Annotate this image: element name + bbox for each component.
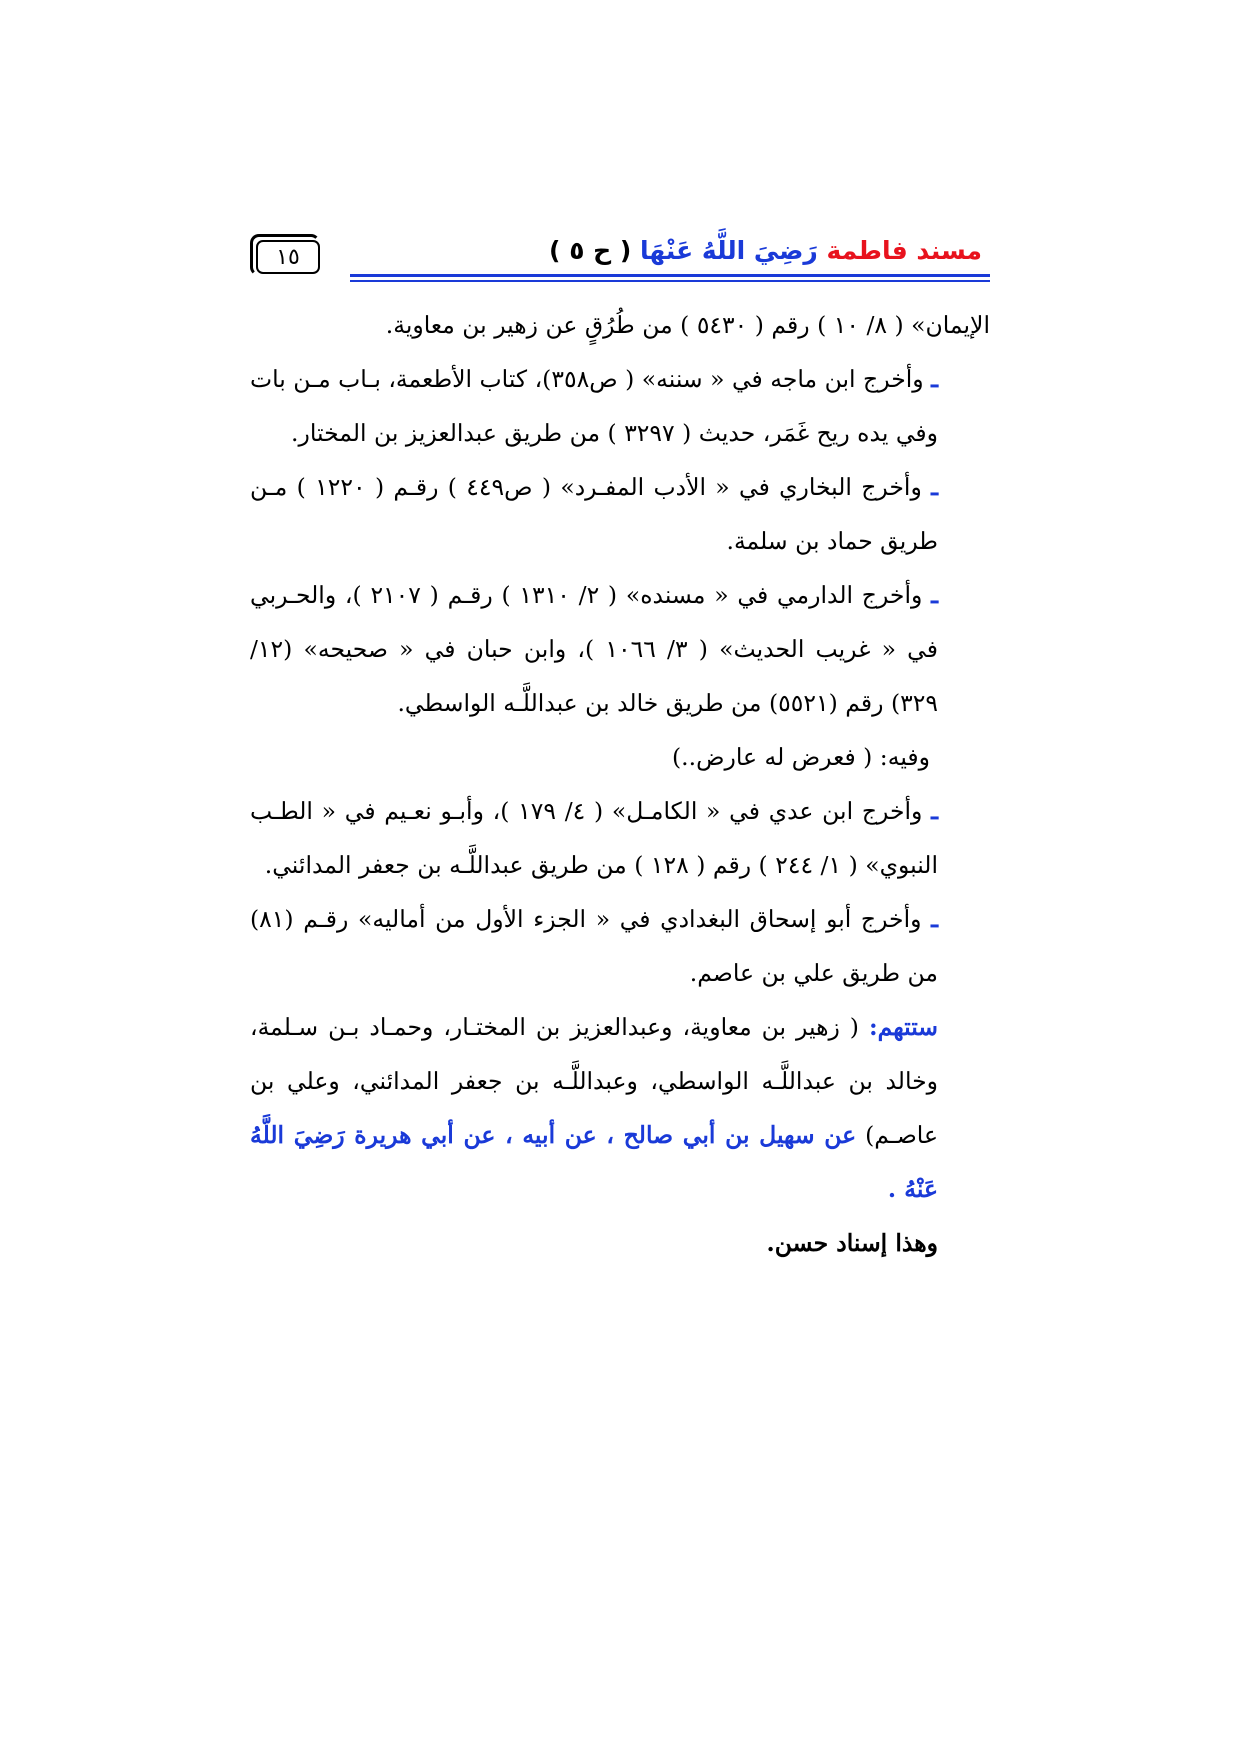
paragraph-text: وأخرج أبو إسحاق البغدادي في « الجزء الأول من أماليه» رقـم (٨١) من طريق علي بن عاصم. [250,905,938,987]
paragraph-text: وأخرج الدارمي في « مسنده» ( ٢/ ١٣١٠ ) رقـم ( ٢١٠٧ )، والحـربي في « غريب الحديث» ( ٣/ ١٠٦٦ )، وابن حبان في « صحيحه» (١٢/ ٣٢٩) رقم (٥٥٢١) من طريق خالد بن عبداللَّـه الواسطي. [250,581,939,717]
paragraph-3 [250,460,990,568]
page-number: ١٥ [256,240,320,274]
page-header [250,234,990,282]
paragraph-9 [250,1216,990,1270]
hadith-ref: ( ح ٥ ) [549,236,632,265]
isnad-chain: عن سهيل بن أبي صالح ، عن أبيه ، عن أبي هريرة رَضِيَ اللَّهُ عَنْهُ . [250,1121,938,1203]
paragraph-text: ( زهير بن معاوية، وعبدالعزيز بن المختـار، وحمـاد بـن سـلمة، وخالد بن عبداللَّـه الواسطي، وعبداللَّـه بن جعفر المدائني، وعلي بن عاصـم) [250,1013,938,1149]
paragraph-text: وأخرج البخاري في « الأدب المفـرد» ( ص٤٤٩ ) رقـم ( ١٢٢٠ ) مـن طريق حماد بن سلمة. [250,473,938,555]
grading-text: وهذا إسناد حسن. [766,1229,938,1257]
paragraph-2 [250,352,990,460]
bullet-dash: ـ [931,581,938,609]
page-body [250,298,990,1270]
paragraph-7 [250,892,990,1000]
conclusion-label: ستتهم: [868,1013,938,1041]
paragraph-text: الإيمان» ( ٨/ ١٠ ) رقم ( ٥٤٣٠ ) من طُرُقٍ عن زهير بن معاوية. [385,311,990,339]
paragraph-text: وفيه: ( فعرض له عارض..) [672,743,930,771]
running-title [549,236,982,265]
paragraph-text: وأخرج ابن ماجه في « سننه» ( ص٣٥٨)، كتاب الأطعمة، بـاب مـن بات وفي يده ريح غَمَر، حديث ( ٣٢٩٧ ) من طريق عبدالعزيز بن المختار. [250,365,938,447]
bullet-dash: ـ [931,365,938,393]
bullet-dash: ـ [931,905,938,933]
paragraph-1 [250,298,990,352]
bullet-dash: ـ [931,797,938,825]
book-title: مسند فاطمة [826,236,982,265]
honorific: رَضِيَ اللَّهُ عَنْهَا [640,236,818,265]
paragraph-8 [250,1000,990,1216]
bullet-dash: ـ [931,473,938,501]
paragraph-4 [250,568,990,730]
paragraph-6 [250,784,990,892]
paragraph-text: وأخرج ابن عدي في « الكامـل» ( ٤/ ١٧٩ )، وأبـو نعـيم في « الطـب النبوي» ( ١/ ٢٤٤ ) رقم ( ١٢٨ ) من طريق عبداللَّـه بن جعفر المدائني. [250,797,938,879]
header-rule [350,274,990,277]
paragraph-5 [250,730,990,784]
header-rule-secondary [350,280,990,282]
